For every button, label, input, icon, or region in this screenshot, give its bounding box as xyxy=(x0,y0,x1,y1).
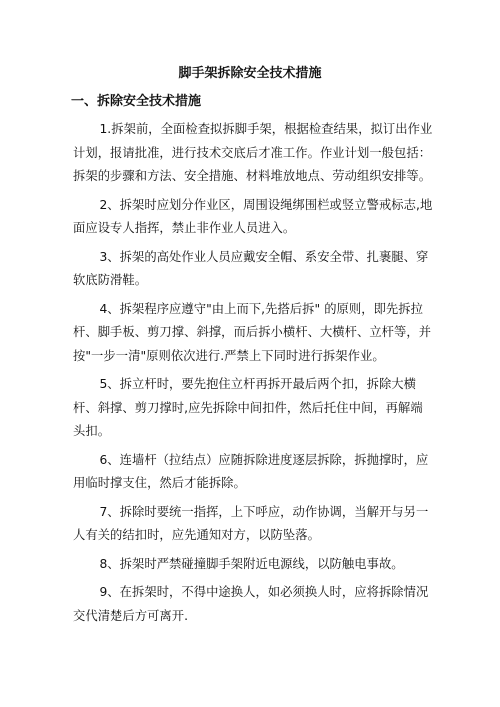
paragraph-7: 7、拆除时要统一指挥，上下呼应，动作协调，当解开与另一人有关的结扣时，应先通知对方，以防坠落。 xyxy=(73,504,429,542)
document-title: 脚手架拆除安全技术措施 xyxy=(178,66,322,81)
paragraph-6: 6、连墙杆（拉结点）应随拆除进度逐层拆除，拆抛撑时，应用临时撑支住，然后才能拆除。 xyxy=(73,452,429,490)
paragraph-8: 8、拆架时严禁碰撞脚手架附近电源线，以防触电事故。 xyxy=(99,556,404,571)
paragraph-9: 9、在拆架时，不得中途换人，如必须换人时，应将拆除情况交代清楚后方可离开. xyxy=(73,585,429,623)
paragraph-1: 1.拆架前，全面检查拟拆脚手架，根据检查结果，拟订出作业计划，报请批准，进行技术交底后才准工作。作业计划一般包括：拆架的步骤和方法、安全措施、材料堆放地点、劳动组织安排等。 xyxy=(73,122,433,183)
paragraph-5: 5、拆立杆时，要先抱住立杆再拆开最后两个扣，拆除大横杆、斜撑、剪刀撑时,应先拆除中间扣件，然后托住中间，再解端头扣。 xyxy=(73,377,423,438)
paragraph-4: 4、拆架程序应遵守"由上而下,先搭后拆" 的原则，即先拆拉杆、脚手板、剪刀撑、斜撑，而后拆小横杆、大横杆、立杆等，并按"一步一清"原则依次进行.严禁上下同时进行拆架作业。 xyxy=(73,301,432,363)
document-body xyxy=(73,118,433,633)
paragraph-2: 2、拆架时应划分作业区，周围设绳绑围栏或竖立警戒标志,地面应设专人指挥，禁止非作业人员进入。 xyxy=(73,197,433,235)
section-heading: 一、拆除安全技术措施 xyxy=(71,94,202,109)
paragraph-3: 3、拆架的高处作业人员应戴安全帽、系安全带、扎裹腿、穿软底防滑鞋。 xyxy=(73,249,429,287)
